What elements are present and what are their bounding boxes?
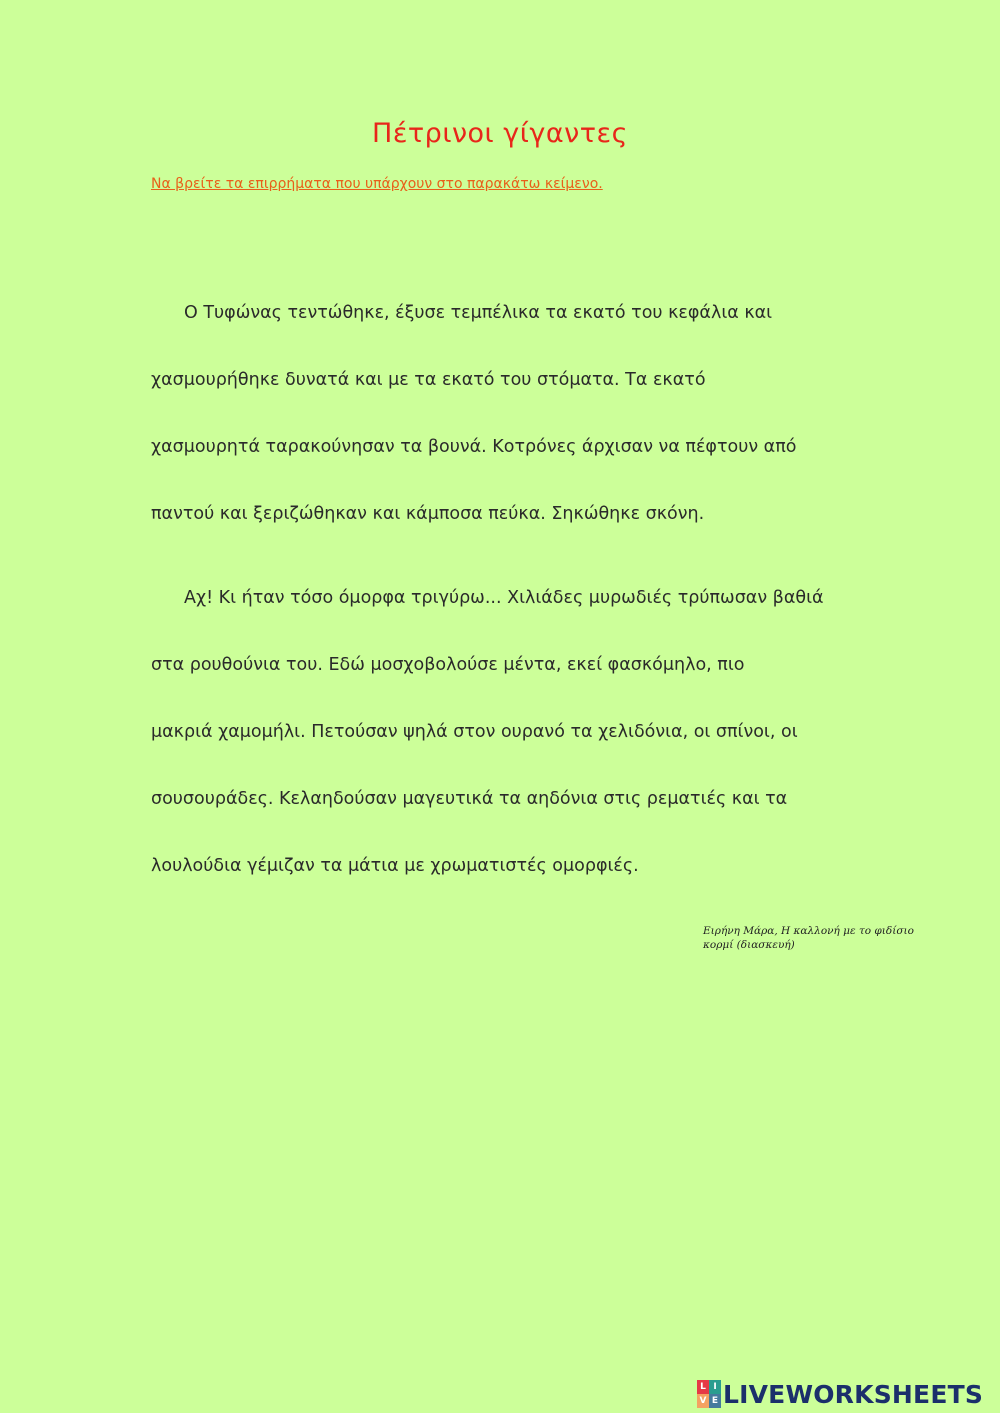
text-line: Αχ! Κι ήταν τόσο όμορφα τριγύρω... Χιλιάδες μυρωδιές τρύπωσαν βαθιά [184,588,824,608]
logo-letter: L [697,1380,709,1394]
text-line: χασμουρήθηκε δυνατά και με τα εκατό του στόματα. Τα εκατό [151,370,706,390]
text-line: στα ρουθούνια του. Εδώ μοσχοβολούσε μέντα, εκεί φασκόμηλο, πιο [151,655,745,675]
text-line: σουσουράδες. Κελαηδούσαν μαγευτικά τα αηδόνια στις ρεματιές και τα [151,789,788,809]
liveworksheets-brand[interactable] [697,1376,983,1412]
liveworksheets-logo-icon [697,1380,721,1408]
logo-letter: E [709,1394,721,1408]
worksheet-title: Πέτρινοι γίγαντες [372,118,628,149]
text-line: παντού και ξεριζώθηκαν και κάμποσα πεύκα. Σηκώθηκε σκόνη. [151,504,705,524]
text-line: λουλούδια γέμιζαν τα μάτια με χρωματιστές ομορφιές. [151,856,639,876]
logo-letter: V [697,1394,709,1408]
text-line: μακριά χαμομήλι. Πετούσαν ψηλά στον ουρανό τα χελιδόνια, οι σπίνοι, οι [151,722,798,742]
citation: Ειρήνη Μάρα, Η καλλονή με το φιδίσιο κορμί (διασκευή) [703,925,914,951]
logo-letter: I [709,1380,721,1394]
text-line: Ο Τυφώνας τεντώθηκε, έξυσε τεμπέλικα τα εκατό του κεφάλια και [184,303,773,323]
brand-name: LIVEWORKSHEETS [723,1379,984,1409]
text-line: χασμουρητά ταρακούνησαν τα βουνά. Κοτρόνες άρχισαν να πέφτουν από [151,437,797,457]
instruction-text: Να βρείτε τα επιρρήματα που υπάρχουν στο παρακάτω κείμενο. [151,176,603,192]
